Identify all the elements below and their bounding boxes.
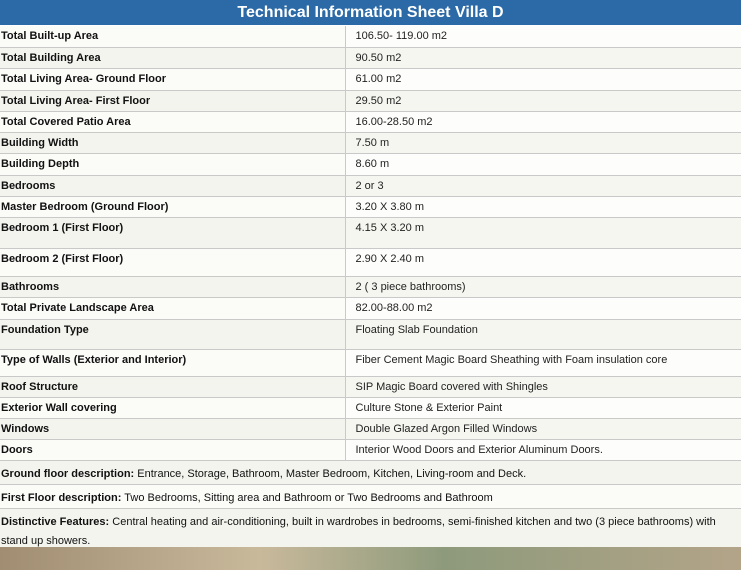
row-label: Bedroom 2 (First Floor): [0, 248, 345, 276]
table-row: [0, 349, 741, 376]
row-label: Roof Structure: [0, 376, 345, 397]
row-label: Master Bedroom (Ground Floor): [0, 196, 345, 217]
row-label: Total Covered Patio Area: [0, 111, 345, 132]
row-value: 3.20 X 3.80 m: [345, 196, 741, 217]
table-row: [0, 217, 741, 248]
description-text: Two Bedrooms, Sitting area and Bathroom or Two Bedrooms and Bathroom: [121, 491, 493, 504]
table-row: [0, 196, 741, 217]
description-text: Central heating and air-conditioning, built in wardrobes in bedrooms, semi-finished kitchen and two (3 piece bathrooms) with stand up showers.: [1, 515, 716, 547]
description-row: [0, 460, 741, 484]
table-row: [0, 111, 741, 132]
description-row: [0, 484, 741, 508]
table-row: [0, 439, 741, 460]
table-row: [0, 175, 741, 196]
row-value: 29.50 m2: [345, 90, 741, 111]
first-floor-description: [0, 484, 741, 508]
table-row: [0, 418, 741, 439]
description-row: [0, 508, 741, 551]
row-label: Building Depth: [0, 153, 345, 175]
table-row: [0, 319, 741, 349]
table-row: [0, 26, 741, 47]
row-value: Culture Stone & Exterior Paint: [345, 397, 741, 418]
row-label: Foundation Type: [0, 319, 345, 349]
row-label: Type of Walls (Exterior and Interior): [0, 349, 345, 376]
row-label: Total Living Area- Ground Floor: [0, 68, 345, 90]
row-label: Windows: [0, 418, 345, 439]
row-value: Interior Wood Doors and Exterior Aluminum Doors.: [345, 439, 741, 460]
row-value: SIP Magic Board covered with Shingles: [345, 376, 741, 397]
bottom-photo-strip: [0, 547, 741, 570]
row-label: Building Width: [0, 132, 345, 153]
sheet-title: Technical Information Sheet Villa D: [0, 0, 741, 26]
description-label: First Floor description:: [1, 491, 122, 504]
row-value: 61.00 m2: [345, 68, 741, 90]
row-label: Doors: [0, 439, 345, 460]
row-value: 82.00-88.00 m2: [345, 297, 741, 319]
table-row: [0, 47, 741, 68]
row-label: Bathrooms: [0, 276, 345, 297]
row-value: Floating Slab Foundation: [345, 319, 741, 349]
table-row: [0, 68, 741, 90]
row-value: 7.50 m: [345, 132, 741, 153]
row-label: Exterior Wall covering: [0, 397, 345, 418]
description-label: Ground floor description:: [1, 467, 135, 480]
row-label: Total Building Area: [0, 47, 345, 68]
row-value: 2.90 X 2.40 m: [345, 248, 741, 276]
table-row: [0, 297, 741, 319]
row-value: 2 or 3: [345, 175, 741, 196]
table-row: [0, 248, 741, 276]
row-label: Total Built-up Area: [0, 26, 345, 47]
description-label: Distinctive Features:: [1, 515, 110, 528]
row-label: Bedrooms: [0, 175, 345, 196]
row-value: 106.50- 119.00 m2: [345, 26, 741, 47]
row-value: 16.00-28.50 m2: [345, 111, 741, 132]
row-label: Total Private Landscape Area: [0, 297, 345, 319]
distinctive-features: [0, 508, 741, 551]
table-row: [0, 132, 741, 153]
table-row: [0, 90, 741, 111]
description-text: Entrance, Storage, Bathroom, Master Bedroom, Kitchen, Living-room and Deck.: [134, 467, 527, 480]
row-value: Fiber Cement Magic Board Sheathing with Foam insulation core: [345, 349, 741, 376]
row-value: 2 ( 3 piece bathrooms): [345, 276, 741, 297]
row-label: Bedroom 1 (First Floor): [0, 217, 345, 248]
row-value: 90.50 m2: [345, 47, 741, 68]
row-label: Total Living Area- First Floor: [0, 90, 345, 111]
table-row: [0, 276, 741, 297]
ground-floor-description: [0, 460, 741, 484]
table-row: [0, 376, 741, 397]
table-row: [0, 397, 741, 418]
row-value: 8.60 m: [345, 153, 741, 175]
spec-table: [0, 26, 741, 552]
row-value: 4.15 X 3.20 m: [345, 217, 741, 248]
row-value: Double Glazed Argon Filled Windows: [345, 418, 741, 439]
table-row: [0, 153, 741, 175]
